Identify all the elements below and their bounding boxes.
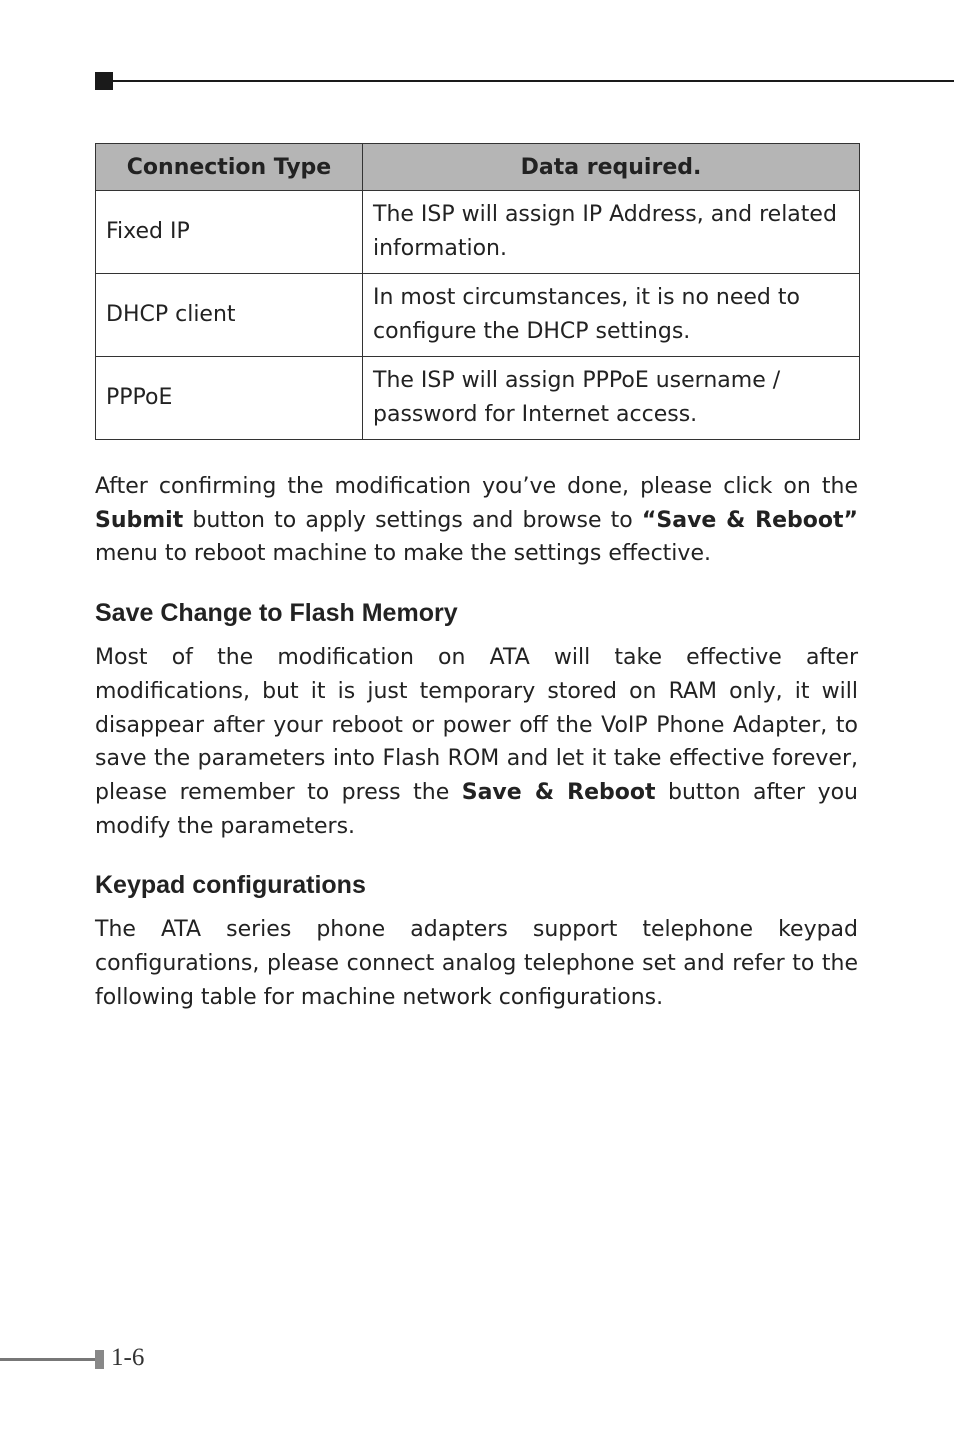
flash-memory-paragraph bbox=[95, 641, 858, 843]
table-row bbox=[96, 357, 860, 440]
paragraph-text: Most of the modification on ATA will take effective after modifications, but it is just temporary stored on RAM only, it will disappear after your reboot or power off the VoIP Phone Adapter, to save the parameters into Flash ROM and let it take effective forever, please remember to press the bbox=[95, 645, 858, 805]
header-rule bbox=[113, 80, 954, 82]
submit-instructions-paragraph bbox=[95, 470, 858, 571]
table-header-row bbox=[96, 144, 860, 191]
table-header-connection-type: Connection Type bbox=[96, 144, 363, 191]
paragraph-text: menu to reboot machine to make the settings effective. bbox=[95, 541, 711, 567]
paragraph-text: button to apply settings and browse to bbox=[183, 507, 642, 533]
section-heading-flash-memory: Save Change to Flash Memory bbox=[95, 599, 458, 628]
table-cell-type: PPPoE bbox=[96, 357, 363, 440]
table-cell-data: In most circumstances, it is no need to configure the DHCP settings. bbox=[363, 274, 860, 357]
section-heading-keypad: Keypad configurations bbox=[95, 871, 366, 900]
submit-emphasis: Submit bbox=[95, 507, 184, 533]
connection-type-table bbox=[95, 143, 860, 440]
save-reboot-emphasis: Save & Reboot bbox=[461, 779, 656, 805]
save-reboot-emphasis: “Save & Reboot” bbox=[641, 507, 858, 533]
paragraph-text: button after you modify the parameters. bbox=[95, 779, 858, 839]
table-cell-type: DHCP client bbox=[96, 274, 363, 357]
paragraph-text: After confirming the modification you’ve done, please click on the bbox=[95, 474, 858, 499]
table-cell-data: The ISP will assign PPPoE username / password for Internet access. bbox=[363, 357, 860, 440]
table-row bbox=[96, 191, 860, 274]
page-number: 1-6 bbox=[111, 1344, 145, 1371]
table-cell-type: Fixed IP bbox=[96, 191, 363, 274]
table-cell-data: The ISP will assign IP Address, and related information. bbox=[363, 191, 860, 274]
main-content bbox=[95, 470, 858, 1014]
keypad-paragraph: The ATA series phone adapters support telephone keypad configurations, please connect analog telephone set and refer to the following table for machine network configurations. bbox=[95, 917, 858, 1010]
table-row bbox=[96, 274, 860, 357]
footer-rule bbox=[0, 1358, 95, 1361]
footer-marker bbox=[95, 1350, 104, 1369]
header-square-marker bbox=[95, 72, 113, 90]
table-header-data-required: Data required. bbox=[363, 144, 860, 191]
